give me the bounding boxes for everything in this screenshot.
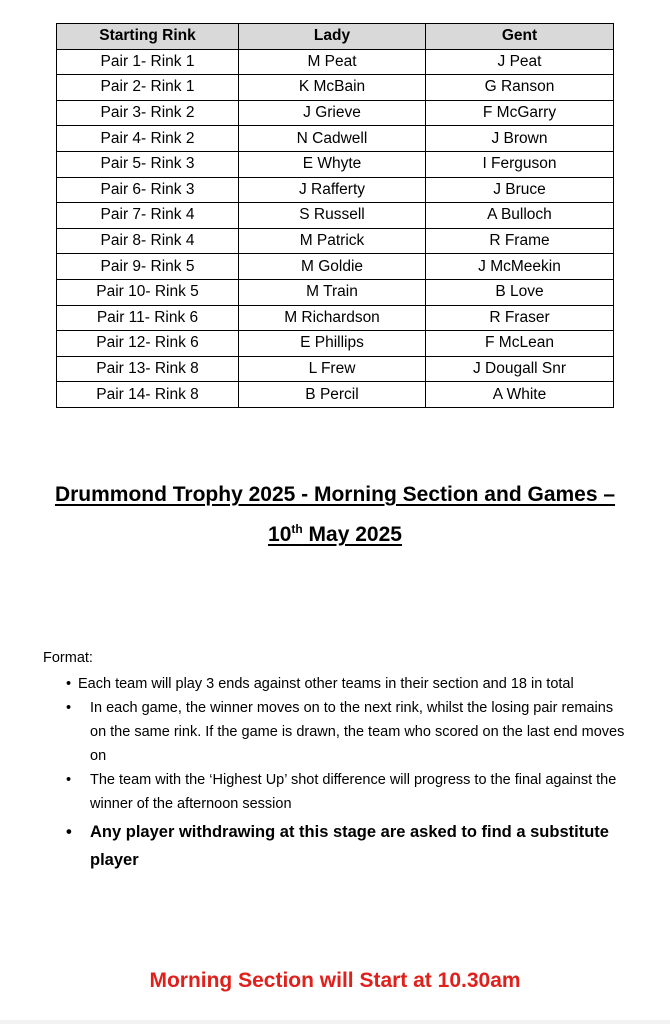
- cell-gent: R Fraser: [426, 305, 614, 331]
- cell-gent: J Bruce: [426, 177, 614, 203]
- format-item: [66, 696, 626, 768]
- format-label: Format:: [43, 650, 93, 666]
- event-date-suffix: th: [291, 522, 303, 536]
- cell-gent: F McLean: [426, 331, 614, 357]
- cell-gent: J Dougall Snr: [426, 356, 614, 382]
- cell-lady: L Frew: [239, 356, 426, 382]
- event-title: [20, 478, 650, 552]
- cell-lady: E Phillips: [239, 331, 426, 357]
- event-title-line1: Drummond Trophy 2025 - Morning Section and Games –: [54, 483, 616, 506]
- bullet-icon: •: [66, 676, 72, 692]
- event-title-line2: [268, 523, 402, 546]
- bullet-icon: •: [66, 772, 72, 788]
- cell-starting-rink: Pair 14- Rink 8: [57, 382, 239, 408]
- table-row: [57, 228, 614, 254]
- cell-gent: A Bulloch: [426, 203, 614, 229]
- format-item-text: The team with the ‘Highest Up’ shot difference will progress to the final against the winner of the afternoon session: [90, 772, 617, 812]
- cell-lady: M Patrick: [239, 228, 426, 254]
- table-row: [57, 126, 614, 152]
- cell-gent: J Brown: [426, 126, 614, 152]
- table-row: [57, 75, 614, 101]
- cell-lady: S Russell: [239, 203, 426, 229]
- cell-lady: M Richardson: [239, 305, 426, 331]
- format-item-bold: [66, 818, 626, 874]
- format-item: [66, 768, 626, 816]
- cell-starting-rink: Pair 13- Rink 8: [57, 356, 239, 382]
- cell-gent: R Frame: [426, 228, 614, 254]
- format-item-text: Each team will play 3 ends against other teams in their section and 18 in total: [78, 676, 574, 692]
- cell-starting-rink: Pair 4- Rink 2: [57, 126, 239, 152]
- cell-starting-rink: Pair 2- Rink 1: [57, 75, 239, 101]
- cell-starting-rink: Pair 9- Rink 5: [57, 254, 239, 280]
- cell-lady: J Grieve: [239, 100, 426, 126]
- cell-starting-rink: Pair 10- Rink 5: [57, 279, 239, 305]
- header-lady: Lady: [239, 24, 426, 50]
- event-date-day: 10: [268, 523, 292, 546]
- cell-gent: G Ranson: [426, 75, 614, 101]
- cell-starting-rink: Pair 5- Rink 3: [57, 151, 239, 177]
- cell-starting-rink: Pair 6- Rink 3: [57, 177, 239, 203]
- format-item-bold-text: Any player withdrawing at this stage are asked to find a substitute player: [90, 823, 609, 869]
- table-row: [57, 331, 614, 357]
- cell-lady: B Percil: [239, 382, 426, 408]
- cell-lady: M Goldie: [239, 254, 426, 280]
- cell-lady: E Whyte: [239, 151, 426, 177]
- table-header-row: [57, 24, 614, 50]
- format-list: [66, 672, 626, 874]
- cell-starting-rink: Pair 1- Rink 1: [57, 49, 239, 75]
- cell-starting-rink: Pair 11- Rink 6: [57, 305, 239, 331]
- header-starting-rink: Starting Rink: [57, 24, 239, 50]
- header-gent: Gent: [426, 24, 614, 50]
- cell-starting-rink: Pair 8- Rink 4: [57, 228, 239, 254]
- cell-lady: M Peat: [239, 49, 426, 75]
- cell-gent: F McGarry: [426, 100, 614, 126]
- table-row: [57, 49, 614, 75]
- pairs-table: [56, 23, 614, 408]
- cell-starting-rink: Pair 3- Rink 2: [57, 100, 239, 126]
- event-date-rest: May 2025: [302, 523, 402, 546]
- table-row: [57, 279, 614, 305]
- table-row: [57, 203, 614, 229]
- table-row: [57, 305, 614, 331]
- table-row: [57, 177, 614, 203]
- cell-gent: J McMeekin: [426, 254, 614, 280]
- cell-lady: J Rafferty: [239, 177, 426, 203]
- table-row: [57, 151, 614, 177]
- table-row: [57, 382, 614, 408]
- cell-lady: K McBain: [239, 75, 426, 101]
- cell-gent: J Peat: [426, 49, 614, 75]
- cell-lady: N Cadwell: [239, 126, 426, 152]
- bullet-icon: •: [66, 700, 72, 716]
- table-row: [57, 100, 614, 126]
- table-row: [57, 254, 614, 280]
- cell-gent: B Love: [426, 279, 614, 305]
- page-bottom-edge: [0, 1020, 670, 1024]
- cell-starting-rink: Pair 7- Rink 4: [57, 203, 239, 229]
- bullet-icon: •: [66, 823, 72, 841]
- format-item-text: In each game, the winner moves on to the next rink, whilst the losing pair remains on the same rink. If the game is drawn, the team who scored on the last end moves on: [90, 700, 625, 764]
- cell-gent: A White: [426, 382, 614, 408]
- cell-gent: I Ferguson: [426, 151, 614, 177]
- cell-lady: M Train: [239, 279, 426, 305]
- format-item: [66, 672, 626, 696]
- start-time-note: Morning Section will Start at 10.30am: [149, 969, 521, 992]
- cell-starting-rink: Pair 12- Rink 6: [57, 331, 239, 357]
- table-row: [57, 356, 614, 382]
